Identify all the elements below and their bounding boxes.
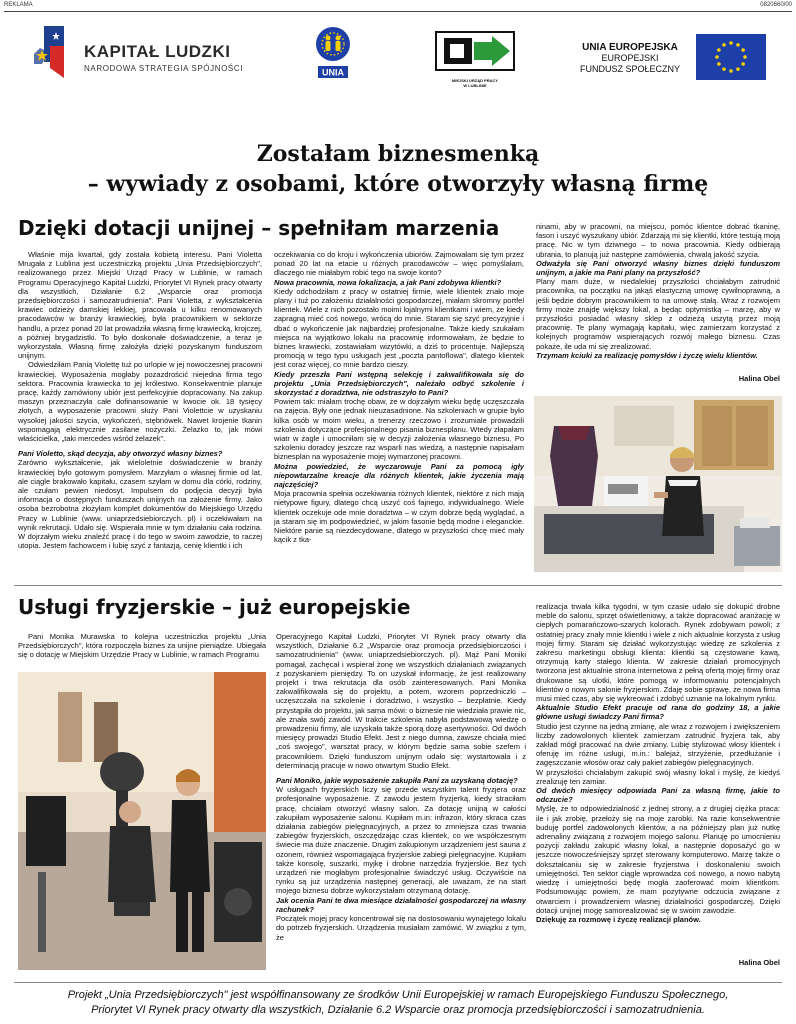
eu-line2: EUROPEJSKI <box>601 53 659 63</box>
a2c2-p3: Początek mojej pracy koncentrował się na dostosowaniu wynajętego lokalu do potrzeb fryzjerskich. Urządzenia musiałam zamówić. W związku z tym, że <box>276 914 526 942</box>
a1c2-q1: Nowa pracownia, nowa lokalizacja, a jak Pani zdobywa klientki? <box>274 277 502 287</box>
a2c2-q2: Jak ocenia Pani te dwa miesiące działalności gospodarczej na własny rachunek? <box>276 895 526 914</box>
article1-col1 <box>18 250 262 572</box>
a2c3-p1: realizacja trwała kilka tygodni, w tym czasie udało się dokupić drobne meble do salonu, sprzęt oświetleniowy, a także dopracować aranżację w ciepłych pomarańczowo-szarych kolorach. Rynek zdobywam powoli; z ostatniej pracy znały mnie klientki i wiele z nich aktualnie korzysta z usług mojej firmy. Staram się działać wykorzystując wiedzę ze szkolenia z zakresu marketingu obsługi klienta: klientki są częstowane kawą, otrzymują karty stałego klienta. W zakresie działań promocyjnych tworzona jest aktualnie strona internetowa z pełną ofertą mojej firmy oraz drukowane są ulotki, które pomogą w informowaniu potencjalnych klientów o nowym salonie fryzjerskim. Zdaję sobie sprawę, że nowa firma musi mieć czas, aby się wykreować i zdobyć uznanie na lokalnym rynku. <box>536 602 780 704</box>
unia-text: UNIA <box>322 67 344 78</box>
article1-signature-wrap <box>536 374 780 388</box>
muup-caption-line2: W LUBLINIE <box>463 83 487 88</box>
kapital-ludzki-logo-icon <box>30 24 70 80</box>
eu-star-icon <box>729 41 733 45</box>
a1c3-q1: Odważyła się Pani otworzyć własny biznes dzięki funduszom unijnym, a jakie ma Pani plany na przyszłość? <box>536 258 780 278</box>
ad-code: 0820660/00 <box>760 2 792 8</box>
eu-star-icon <box>736 67 740 71</box>
footer-divider <box>14 982 782 983</box>
page-title <box>30 139 766 199</box>
a2c3-p3: W przyszłości chciałabym zakupić swój własny lokal i myślę, że kiedyś zrealizuję ten zamiar. <box>536 767 780 786</box>
footer-line2: Priorytet VI Rynek pracy otwarty dla wszystkich, Działanie 6.2 Wsparcie oraz promocja przedsiębiorczości i samozatrudnienia. <box>91 1004 705 1016</box>
top-rule <box>4 11 792 12</box>
eu-star-icon <box>741 62 745 66</box>
a1c1-p3: Zarówno wykształcenie, jak wieloletnie doświadczenie w branży krawieckiej było gotowym pomysłem. Marzyłam o własnej firmie od lat, ale ciągle brakowało kapitału, czasem szyłam w domu dla córki, rodziny, ale czułam pewien niedosyt. Impulsem do podjęcia decyzji była informacja o dostępnych funduszach unijnych na założenie firmy. Jako osoba bezrobotna złożyłam komplet dokumentów do Miejskiego Urzędu Pracy w Lublinie (www. uniaprzedsiebiorczych. pl) i oczekiwałam na wynik rekrutacji. Udało się. Wspierała mnie w tym działaniu cała rodzina. W dojrzałym wieku znaleźć pracę i do tego w swoim zawodzie, to raczej utopia. Jestem fachowcem i lubię szyć z fantazją, cenię klientki i ich <box>18 458 262 551</box>
a2c2-p1: Operacyjnego Kapitał Ludzki, Priorytet VI Rynek pracy otwarty dla wszystkich, Działanie 6.2 „Wsparcie oraz promocja przedsiębiorczości i samozatrudnienia" (www. uniaprzedsiebiorczych. pl). Mąż Pani Moniki pomagał, zachęcał i wspierał żonę we wszystkich działaniach związanych z pozyskaniem pieniędzy. To on uzyskał informację, że jest realizowany projekt i trwa rekrutacja dla osób zainteresowanych. Pani Monika zakwalifikowała się do projektu, a potem, wzorem poprzedniczki – uczęszczała na szkolenie i doradztwo, i wszystko – bezpłatnie. Kiedy przystąpiła do projektu, jak sama mówi: o biznesie nie wiedziała prawie nic, ale znała swój zawód. W trakcie szkolenia nabyła podstawową wiedzę o prowadzeniu firmy, ale uzyskała także sporą dozę asertywności. Od dwóch miesięcy prowadzi Studio Efekt. Jest z niego dumna, zawsze chciała mieć „coś swojego", warsztat pracy, w którym będzie sama sobie szefem i pracownikiem. Dzięki funduszom unijnym udało się: wystartowała i z determinacją pracuje w nowo otwartym Studio Efekt. <box>276 632 526 770</box>
eu-star-icon <box>741 48 745 52</box>
a1c3-p1: ninami, aby w pracowni, na miejscu, pomóc klientce dobrać tkaninę, fason i uszyć wyszukany ubiór. Zdarzają mi się klientki, które testują moją pracę. Nic w tym dziwnego – to nowa pracownia. Kiedy odbierają ubrania, to planują już następne zamówienia, chwalą jakość szycia. <box>536 222 780 259</box>
a1c1-p2: Odwiedziłam Panią Violettę tuż po urlopie w jej nowoczesnej pracowni krawieckiej. Wyposażenia mogłaby pozazdrościć niejedna firma tego sektora. Pracownia krawiecka to jej królestwo. Konsekwentnie planuje pracę, każdy zamówiony ubiór jest perfekcyjnie dopracowany. Na zakup maszyn przeznaczyła całe dofinansowanie w kwocie ok. 18 tysięcy złotych, a wyposażenie pracowni służy Pani Violettcie w uzyskaniu wysokiej jakości szycia, wykończeń, stębnówek. Nawet krojenie tkanin wspomagają elektrycznie zasilane nożyczki. Żelazko to, jak mówi właścicielka, „taki mercedes wśród żelazek". <box>18 360 262 444</box>
a1c2-p3: Powiem tak: miałam trochę obaw, że w dojrzałym wieku będę uczęszczała na zajęcia. Były one jednak nieuzasadnione. Na szkoleniach w grupie było kilka osób w moim wieku, a trenerzy rzeczowo i zrozumiale prowadzili szkolenia dotyczące profesjonalnego pisania biznesplanu. Wtedy złapałam wiatr w żagle i umocniłam się w decyzji założenia własnego biznesu. Po szkoleniu doradcy jeszcze raz wsparli nas wiedzą, a następnie napisałam biznesplan na wyposażenie mojej wymarzonej pracowni. <box>274 397 524 462</box>
muup-logo <box>434 30 516 86</box>
a1c2-q2: Kiedy przeszła Pani wstępną selekcję i zakwalifikowała się do projektu „Unia Przedsiębiorczych", należało odbyć szkolenie i skorzystać z doradztwa, nie odstraszyło to Pani? <box>274 369 524 398</box>
a1c2-p2: Kiedy odchodziłam z pracy w ostatniej firmie, wiele klientek znało moje plany i tuż po założeniu działalności gospodarczej, miałam skromny portfel klientek. Wiele z nich pozostało moimi lojalnymi klientkami i wiem, że kiedy zapragną mieć coś nowego, wrócą do mnie. Staram się szyć precyzyjnie i dbać o wykończenie jak najbardziej profesjonalne. Także kiedy szukałam miejsca na wyjątkowo lokalu na pracownię informowałam, że będzie to biznes krawiecki, zostawiałam wizytówki, a dziś to procentuje. Najlepszą promocją w tego typu usługach jest „poczta pantoflowa", dlatego klientek jest coraz więcej, co mnie bardzo cieszy. <box>274 286 524 370</box>
a2c1-p1: Pani Monika Murawska to kolejna uczestniczka projektu „Unia Przedsiębiorczych", która rozpoczęła biznes za unijne pieniądze. Ubiegała się o dotację w Miejskim Urzędzie Pracy w Lublinie, w ramach Programu <box>18 632 266 660</box>
eu-line3: FUNDUSZ SPOŁECZNY <box>579 64 680 74</box>
muup-caption-line1: MIEJSKI URZĄD PRACY <box>451 78 499 83</box>
a1c3-closing: Trzymam kciuki za realizację pomysłów i życzę wielu klientów. <box>536 350 758 360</box>
section-label: REKLAMA <box>4 2 33 8</box>
a2c3-q2: Od dwóch miesięcy odpowiada Pani za własną firmę, jakie to odczucie? <box>536 786 780 805</box>
a1c1-p1: Właśnie mija kwartał, gdy została kobietą interesu. Pani Violetta Mrugała z Lublina jest uczestniczką projektu „Unia Przedsiębiorczych", realizowanego przez Miejski Urząd Pracy w Lublinie, w ramach Programu Operacyjnego Kapitał Ludzki, Priorytet VI Rynek pracy otwarty dla wszystkich, Działanie 6.2 „Wsparcie oraz promocja przedsiębiorczości i samozatrudnienia". Pani Violetta, z wykształcenia krawiec odzieży damskiej lekkiej, pracowała u kilku renomowanych pracodawców w branży krawieckiej, była pracownikiem w sektorze handlu, a przez ponad 20 lat prowadziła własną firmę krawiecką, krojczej, a później brygadzistki. To było doskonałe doświadczenie, a teraz je wykorzystała. Własną firmę założyła dzięki pozyskanym funduszom unijnym. <box>18 250 262 361</box>
a1c1-q1: Pani Violetto, skąd decyzja, aby otworzyć własny biznes? <box>18 449 223 459</box>
article2-heading: Usługi fryzjerskie – już europejskie <box>18 595 411 619</box>
eu-star-icon <box>722 43 726 47</box>
hair-salon-photo <box>18 672 266 970</box>
eu-star-icon <box>722 67 726 71</box>
a2c2-q1: Pani Moniko, jakie wyposażenie zakupiła Pani za uzyskaną dotację? <box>276 776 518 786</box>
article2-col2 <box>276 632 526 968</box>
article1-signature: Halina Obel <box>738 374 780 383</box>
eu-star-icon <box>729 69 733 73</box>
article1-col2 <box>274 250 524 572</box>
eu-star-icon <box>717 48 721 52</box>
eu-star-icon <box>736 43 740 47</box>
a2c3-q1: Aktualnie Studio Efekt pracuje od rana do godziny 18, a jakie główne usługi świadczy Pani firma? <box>536 703 780 722</box>
article1-col3 <box>536 222 780 362</box>
article-divider <box>14 585 782 586</box>
kl-subtitle: NARODOWA STRATEGIA SPÓJNOŚCI <box>84 64 244 73</box>
eu-star-icon <box>743 55 747 59</box>
unia-logo-icon <box>314 24 352 84</box>
eu-star-icon <box>717 62 721 66</box>
title-line2: – wywiady z osobami, które otworzyły własną firmę <box>87 171 709 197</box>
tailor-workshop-photo <box>534 396 782 572</box>
article2-signature-wrap <box>536 958 780 970</box>
title-line1: Zostałam biznesmenką <box>256 141 540 167</box>
a2c3-p2: Studio jest czynne na jedną zmianę, ale wraz z rozwojem i zwiększeniem liczby zadowolonych klientek zamierzam zatrudnić fryzjera tak, aby zakład mógł pracować na dwie zmiany. Lubię stylizować włosy klientek i oferuję im różne usługi, m.in.: balejaż, strzyżenie, przedłużanie i zagęszczanie włosów oraz cały pakiet zabiegów pielęgnacyjnych. <box>536 721 780 768</box>
eu-star-icon <box>715 55 719 59</box>
eu-text-block <box>570 42 690 75</box>
a2c3-closing: Dziękuję za rozmowę i życzę realizacji planów. <box>536 914 701 924</box>
logo-bar <box>22 16 774 96</box>
a2c2-p2: W usługach fryzjerskich liczy się przede wszystkim talent fryzjera oraz profesjonalne wyposażenie. Z zawodu jestem fryzjerką, kiedy straciłam pracę, chciałam otworzyć własny salon. Za dotację unijną w całości zakupiłam wyposażenie salonu. Kupiłam m.in: infrazon, który skraca czas działania zabiegów pielęgnacyjnych, a przez to zmniejsza czas trwania zabiegów fryzjerskich, oszczędzając czas klientek, co we współczesnym świecie ma duże znaczenie. Drugim zakupionym urządzeniem jest sauna z ozonem, również wspomagająca fryzjerskie zabiegi pielęgnacyjne. Kupiłam także konsolę, suszarki, myjkę i drobne narzędzia fryzjerskie. Bez tych urządzeń nie mogłabym profesjonalnie świadczyć usług. Oczywiście na rynku są już urządzenia następnej generacji, ale uważam, że na start mojego biznesu dobrze wykorzystałam otrzymaną dotację. <box>276 785 526 896</box>
article1-heading: Dzięki dotacji unijnej – spełniłam marzenia <box>18 216 500 240</box>
eu-title: UNIA EUROPEJSKA <box>582 42 678 53</box>
a2c3-p4: Myślę, że to odpowiedzialność z jednej strony, a z drugiej ciężka praca: ile i jak zrobię, przełoży się na moje zarobki. Na razie konsekwentnie buduję portfel zadowolonych klientów, a na późniejszy plan już nutkę adrenaliny związaną z rozwojem mojego salonu. Planuję po umocnieniu pozycji zakładu zakupić własny lokal, a następnie doposażyć go w jeszcze nowocześniejszy sprzęt sterowany komputerowo. Marzę także o dokształcaniu się w zakresie fryzjerstwa i doskonaleniu swoich umiejętności. Ten sektor ciągle wprowadza coś nowego, a nowo nabytą wiedzę i umiejętności będę mogła zaoferować moim klientkom. Podsumowując powiem, że mam pozytywne odczucia związane z otwarciem i prowadzeniem własnej działalności gospodarczej. Dzięki dotacji unijnej mogę samorealizować się w swoim zawodzie. <box>536 804 780 915</box>
kl-title: KAPITAŁ LUDZKI <box>84 42 231 61</box>
muup-caption <box>434 78 516 88</box>
article2-col1 <box>18 632 266 670</box>
a1c2-p4: Moja pracownia spełnia oczekiwania różnych klientek, niektóre z nich mają nietypowe figury, dlatego chcą uszyć coś fajnego, indywidualnego. Wiele klientek oczekuje ode mnie doradztwa – w czym dobrze będą wyglądać, a ja staram się im podpowiedzieć, w jakim fasonie będą modne i eleganckie. Niektóre panie są niezdecydowane, dlatego w przyszłości chcę mieć mały kącik z tka- <box>274 489 524 545</box>
muup-arrow-icon <box>434 30 516 72</box>
funding-footer <box>20 988 776 1018</box>
article2-signature: Halina Obel <box>738 958 780 967</box>
kapital-ludzki-wordmark <box>84 42 243 73</box>
a1c3-p2: Plany mam duże, w niedalekiej przyszłości chciałabym zatrudnić pracownika, na początku na jakąś elastyczną umowę cywilnoprawną, a jeśli będzie dobrym pracownikiem to na umowę stałą. Wraz z rozwojem firmy może znajdę większy lokal, a będąc optymistką – marzę, aby w przyszłości posiadać własny sklep z odzieżą uszytą przez moją pracownię. Te plany wymagają kapitału, więc zamierzam korzystać z kolejnych programów wspierających rozwój małego biznesu. Czas pokaże, ile uda mi się zrealizować. <box>536 277 780 351</box>
a1c2-p1: oczekiwania co do kroju i wykończenia ubiorów. Zajmowałam się tym przez ponad 20 lat na etacie u różnych pracodawców – więc pomyślałam, dlaczego nie miałabym robić tego na swoje konto? <box>274 250 524 278</box>
eu-flag-icon <box>696 34 766 80</box>
a1c2-q3: Można powiedzieć, że wyczarowuje Pani za pomocą igły niepowtarzalne kreacje dla różnych klientek, jakie życzenia mają najczęściej? <box>274 461 524 490</box>
article2-col3 <box>536 602 780 952</box>
footer-line1: Projekt „Unia Przedsiębiorczych" jest współfinansowany ze środków Unii Europejskiej w ramach Europejskiego Funduszu Społecznego, <box>67 989 729 1001</box>
